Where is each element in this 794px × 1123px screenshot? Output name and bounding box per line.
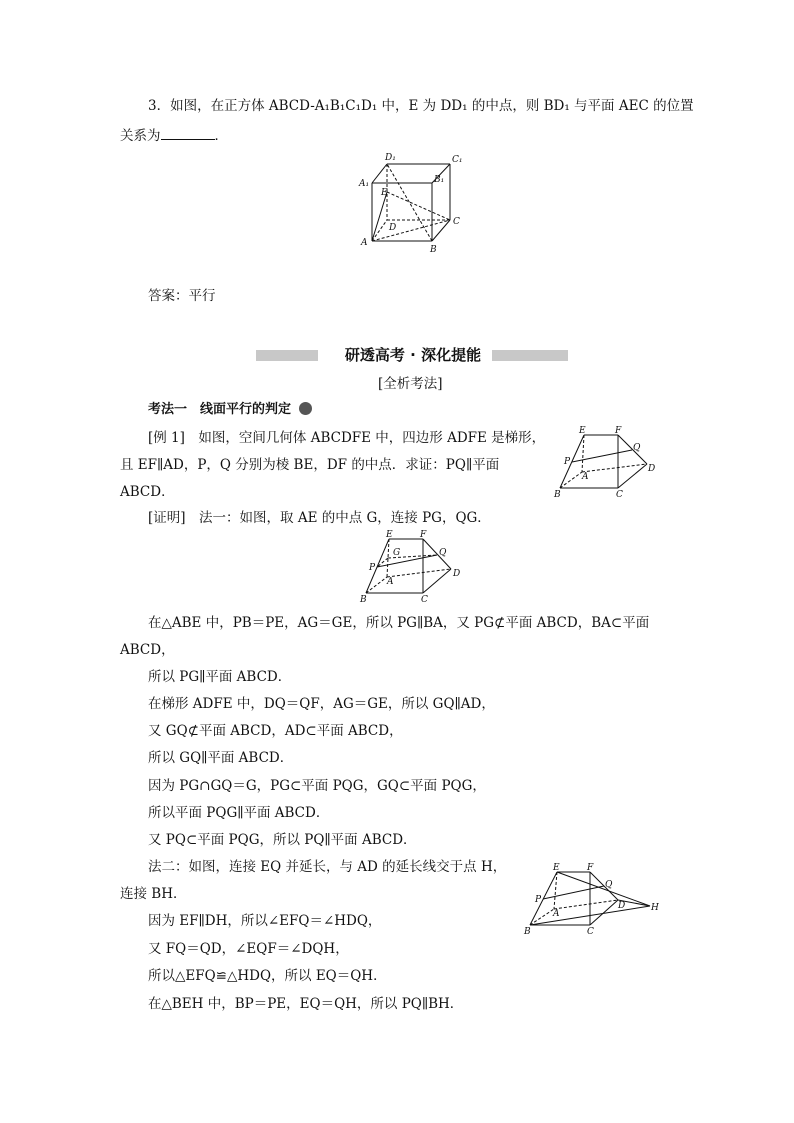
method-2-line-4: 又 FQ＝QD，∠EQF＝∠DQH， bbox=[148, 941, 349, 957]
section-banner bbox=[256, 344, 568, 368]
problem-3-period: ． bbox=[214, 128, 228, 144]
banner-bar-left bbox=[256, 350, 318, 361]
method-1-title: 考法一 线面平行的判定 bbox=[148, 402, 292, 417]
example-1-line-3: ABCD． bbox=[120, 484, 175, 500]
proof-line-7: 因为 PG∩GQ＝G，PG⊂平面 PQG，GQ⊂平面 PQG， bbox=[148, 778, 486, 794]
method-2-line-2: 连接 BH． bbox=[120, 886, 187, 902]
method-2-line-1: 法二：如图，连接 EQ 并延长，与 AD 的延长线交于点 H， bbox=[148, 859, 507, 875]
cube-label-a: A bbox=[361, 238, 368, 248]
banner-title: 研透高考 · 深化提能 bbox=[344, 346, 482, 364]
proof-line-3: 所以 PG∥平面 ABCD． bbox=[148, 669, 292, 685]
example-1-line-1: [例 1] 如图，空间几何体 ABCDFE 中，四边形 ADFE 是梯形， bbox=[148, 430, 546, 446]
proof-line-6: 所以 GQ∥平面 ABCD． bbox=[148, 750, 294, 766]
method-2-line-5: 所以△EFQ≌△HDQ，所以 EQ＝QH． bbox=[148, 968, 387, 984]
fig3-label-b: B bbox=[524, 927, 531, 937]
fig1-label-b: B bbox=[554, 490, 561, 500]
fig2-label-f: F bbox=[420, 530, 427, 540]
cube-label-d1: D₁ bbox=[385, 153, 396, 163]
fig2-label-c: C bbox=[421, 595, 428, 605]
fig2-label-e: E bbox=[386, 530, 393, 540]
fig2-label-a: A bbox=[387, 577, 394, 587]
cube-label-b1: B₁ bbox=[434, 175, 445, 185]
fig1-label-q: Q bbox=[633, 443, 641, 453]
fig3-label-h: H bbox=[651, 903, 659, 913]
fig3-label-c: C bbox=[587, 927, 594, 937]
fig1-label-f: F bbox=[615, 426, 622, 436]
proof-line-8: 所以平面 PQG∥平面 ABCD． bbox=[148, 805, 330, 821]
cube-label-c1: C₁ bbox=[452, 155, 463, 165]
fig1-label-p: P bbox=[564, 457, 571, 467]
method-2-figure bbox=[522, 862, 672, 938]
fig1-label-d: D bbox=[648, 464, 656, 474]
fig2-label-g: G bbox=[393, 548, 401, 558]
example-1-line-2: 且 EF∥AD，P，Q 分别为棱 BE，DF 的中点．求证：PQ∥平面 bbox=[120, 457, 500, 473]
fig3-label-a: A bbox=[553, 909, 560, 919]
answer-blank bbox=[161, 125, 215, 140]
fig2-label-q: Q bbox=[439, 548, 447, 558]
proof-line-9: 又 PQ⊂平面 PQG，所以 PQ∥平面 ABCD． bbox=[148, 832, 417, 848]
example-1-figure bbox=[552, 426, 662, 501]
proof-line-5: 又 GQ⊄平面 ABCD，AD⊂平面 ABCD， bbox=[148, 723, 403, 739]
cube-figure bbox=[355, 152, 465, 256]
proof-intro: [证明] 法一：如图，取 AE 的中点 G，连接 PG，QG． bbox=[148, 510, 491, 526]
method-2-line-6: 在△BEH 中，BP＝PE，EQ＝QH，所以 PQ∥BH． bbox=[148, 996, 464, 1012]
fig3-label-f: F bbox=[587, 863, 594, 873]
cube-label-b: B bbox=[430, 245, 437, 255]
method-1-heading bbox=[148, 400, 312, 420]
section-subtitle: [全析考法] bbox=[378, 376, 443, 392]
fig3-label-d: D bbox=[618, 901, 626, 911]
fig1-label-c: C bbox=[616, 490, 623, 500]
proof-line-2: ABCD， bbox=[120, 642, 175, 658]
fig1-label-a: A bbox=[582, 472, 589, 482]
proof-line-1: 在△ABE 中，PB＝PE，AG＝GE，所以 PG∥BA，又 PG⊄平面 ABCD，BA⊂平面 bbox=[148, 615, 650, 631]
problem-3-line-1: 3．如图，在正方体 ABCD-A₁B₁C₁D₁ 中，E 为 DD₁ 的中点，则 BD₁ 与平面 AEC 的位置 bbox=[148, 98, 694, 114]
cube-label-a1: A₁ bbox=[359, 179, 370, 189]
cube-label-c: C bbox=[453, 217, 460, 227]
problem-3-text: 关系为 bbox=[120, 128, 161, 144]
banner-bar-right bbox=[492, 350, 568, 361]
method-2-line-3: 因为 EF∥DH，所以∠EFQ＝∠HDQ， bbox=[148, 913, 382, 929]
fig3-label-p: P bbox=[535, 895, 542, 905]
proof-figure-1 bbox=[356, 530, 466, 606]
fig2-label-p: P bbox=[369, 563, 376, 573]
proof-line-4: 在梯形 ADFE 中，DQ＝QF，AG＝GE，所以 GQ∥AD， bbox=[148, 696, 495, 712]
problem-3-answer: 答案：平行 bbox=[148, 288, 216, 304]
cube-label-d: D bbox=[389, 223, 397, 233]
fig1-label-e: E bbox=[579, 426, 586, 436]
cube-label-e: E bbox=[381, 188, 388, 198]
fig3-label-e: E bbox=[553, 863, 560, 873]
problem-3-line-2 bbox=[120, 125, 228, 146]
fig2-label-b: B bbox=[360, 595, 367, 605]
bullet-dot-icon bbox=[299, 402, 312, 415]
fig2-label-d: D bbox=[453, 569, 461, 579]
fig3-label-q: Q bbox=[605, 880, 613, 890]
